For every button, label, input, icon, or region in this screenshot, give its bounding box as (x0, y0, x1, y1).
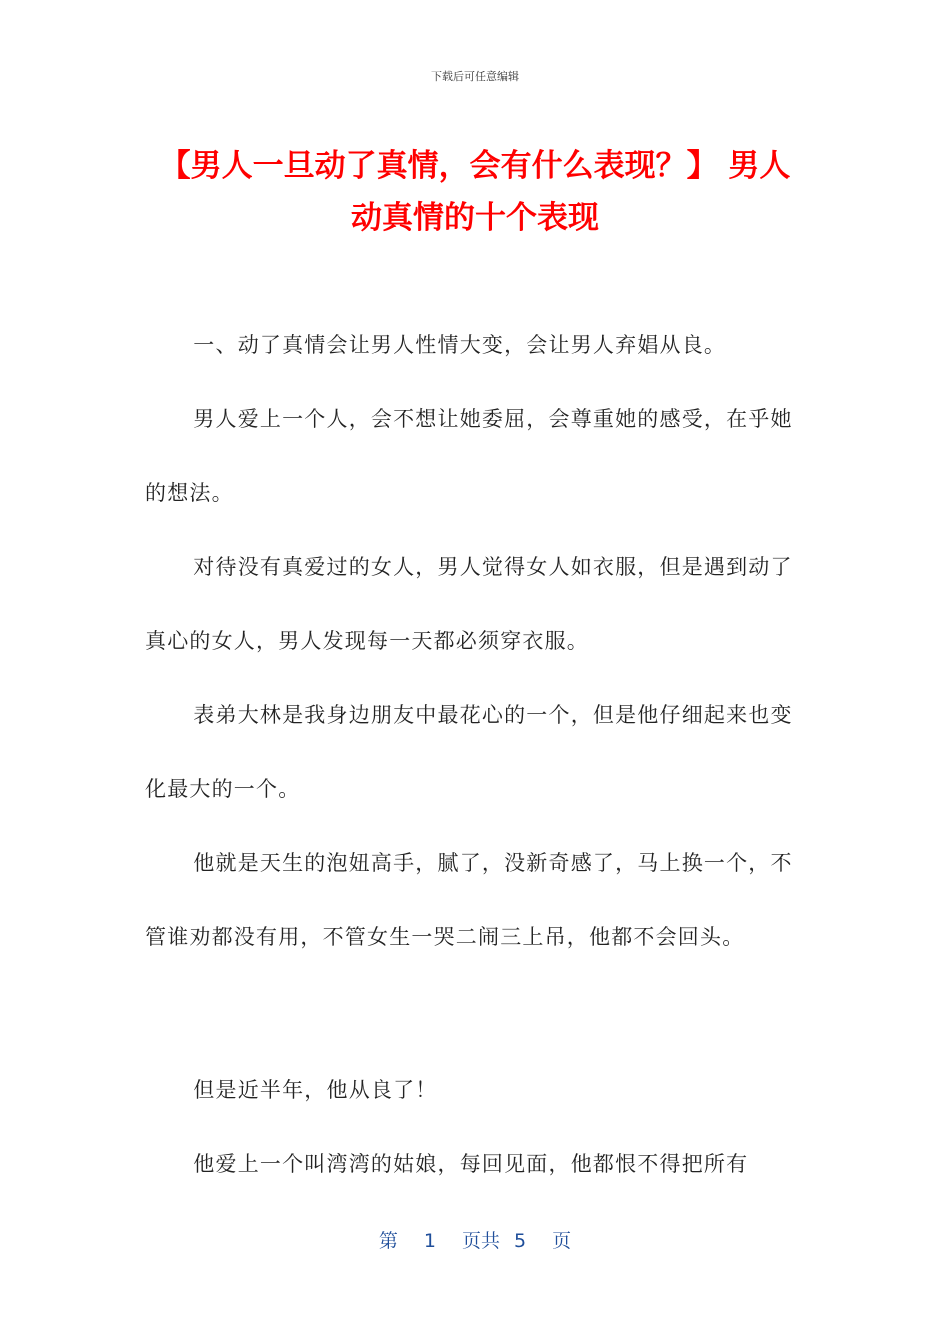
document-body-continued (145, 1053, 805, 1201)
footer-total-label: 页共 (461, 1230, 500, 1252)
paragraph: 他就是天生的泡妞高手，腻了，没新奇感了，马上换一个，不管谁劝都没有用，不管女生一哭二闹三上吊，他都不会回头。 (145, 851, 793, 949)
paragraph: 他爱上一个叫湾湾的姑娘，每回见面，他都恨不得把所有 (193, 1152, 749, 1176)
document-title: 【男人一旦动了真情，会有什么表现？】 男人动真情的十个表现 (159, 148, 791, 236)
footer-page-label: 第 (378, 1230, 398, 1252)
paragraph: 但是近半年，他从良了！ (193, 1078, 438, 1102)
header-note: 下载后可任意编辑 (431, 70, 519, 83)
page-footer (0, 1226, 950, 1253)
footer-total-suffix: 页 (552, 1230, 572, 1252)
paragraph: 对待没有真爱过的女人，男人觉得女人如衣服，但是遇到动了真心的女人，男人发现每一天都必须穿衣服。 (145, 555, 793, 653)
footer-total-pages: 5 (514, 1230, 527, 1252)
paragraph: 表弟大林是我身边朋友中最花心的一个，但是他仔细起来也变化最大的一个。 (145, 703, 793, 801)
paragraph: 一、动了真情会让男人性情大变，会让男人弃娼从良。 (193, 333, 727, 357)
paragraph: 男人爱上一个人，会不想让她委屈，会尊重她的感受，在乎她的想法。 (145, 407, 793, 505)
footer-page-number: 1 (423, 1230, 436, 1252)
document-body (145, 308, 805, 974)
